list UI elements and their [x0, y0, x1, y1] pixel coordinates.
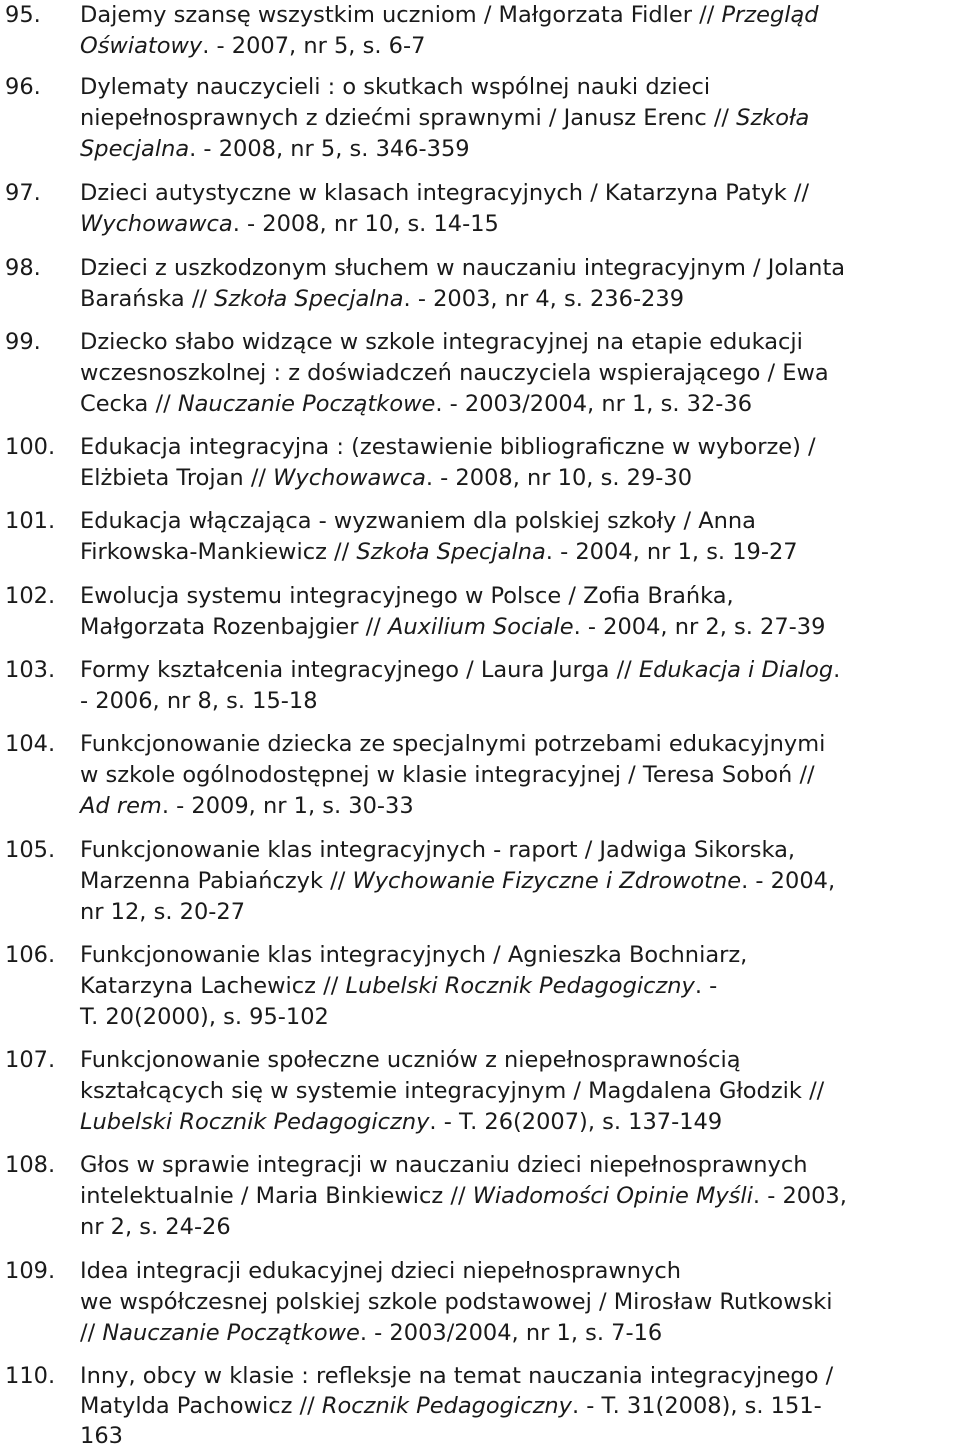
entry-text-run: . - 2008, nr 10, s. 14-15	[232, 211, 499, 237]
entry-text-run: . - 2008, nr 5, s. 346-359	[189, 136, 470, 162]
entry-text-run: nr 2, s. 24-26	[80, 1214, 231, 1240]
entry-line	[80, 1002, 956, 1033]
entry-text-run: Małgorzata Rozenbajgier //	[80, 614, 388, 640]
entry-text-run: Idea integracji edukacyjnej dzieci niepełnosprawnych	[80, 1258, 681, 1284]
entry-text	[80, 506, 956, 568]
entry-line	[80, 209, 956, 240]
entry-number: 97.	[5, 180, 41, 206]
entry-line	[80, 581, 956, 612]
entry-number: 110.	[5, 1363, 56, 1389]
entry-line	[80, 463, 956, 494]
journal-title: Nauczanie Początkowe	[177, 391, 436, 417]
entry-text-run: Marzenna Pabiańczyk //	[80, 868, 353, 894]
entry-number: 103.	[5, 657, 56, 683]
entry-line	[80, 1107, 956, 1138]
entry-text-run: . - 2003, nr 4, s. 236-239	[403, 286, 685, 312]
entry-text-run: Dajemy szansę wszystkim uczniom / Małgorzata Fidler //	[80, 2, 722, 28]
entry-text-run: wczesnoszkolnej : z doświadczeń nauczyciela wspierającego / Ewa	[80, 360, 829, 386]
entry-line	[80, 253, 956, 284]
entry-number: 95.	[5, 2, 41, 28]
journal-title: Wiadomości Opinie Myśli	[472, 1183, 753, 1209]
entry-text-run: Głos w sprawie integracji w nauczaniu dzieci niepełnosprawnych	[80, 1152, 808, 1178]
entry-text-run: . - 2004, nr 1, s. 19-27	[545, 539, 798, 565]
entry-text-run: Dziecko słabo widzące w szkole integracyjnej na etapie edukacji	[80, 329, 803, 355]
entry-text-run: Firkowska-Mankiewicz //	[80, 539, 357, 565]
entry-number: 105.	[5, 837, 56, 863]
entry-line	[80, 686, 956, 717]
entry-text	[80, 1150, 956, 1243]
entry-number: 101.	[5, 508, 56, 534]
entry-text-run: Dzieci z uszkodzonym słuchem w nauczaniu integracyjnym / Jolanta	[80, 255, 846, 281]
entry-text	[80, 729, 956, 822]
entry-text	[80, 327, 956, 420]
journal-title: Wychowawca	[273, 465, 426, 491]
entry-text-run: . - 2003/2004, nr 1, s. 7-16	[359, 1320, 663, 1346]
entry-line	[80, 103, 956, 134]
journal-title: Szkoła Specjalna	[356, 539, 546, 565]
entry-text	[80, 581, 956, 643]
entry-line	[80, 940, 956, 971]
entry-text-run: . - 2009, nr 1, s. 30-33	[161, 793, 414, 819]
entry-number: 106.	[5, 942, 56, 968]
entry-line	[80, 612, 956, 643]
entry-text-run: Dylematy nauczycieli : o skutkach wspólnej nauki dzieci	[80, 74, 711, 100]
entry-line	[80, 358, 956, 389]
entry-line	[80, 284, 956, 315]
entry-line	[80, 1256, 956, 1287]
journal-title: Wychowanie Fizyczne i Zdrowotne	[352, 868, 742, 894]
entry-line	[80, 760, 956, 791]
journal-title: Nauczanie Początkowe	[102, 1320, 360, 1346]
entry-text	[80, 1361, 956, 1451]
journal-title: Specjalna	[80, 136, 190, 162]
entry-text	[80, 940, 956, 1033]
entry-text-run: Funkcjonowanie klas integracyjnych / Agnieszka Bochniarz,	[80, 942, 748, 968]
entry-text-run: - 2006, nr 8, s. 15-18	[80, 688, 318, 714]
entry-line	[80, 1212, 956, 1243]
entry-line	[80, 655, 956, 686]
journal-title: Lubelski Rocznik Pedagogiczny	[80, 1109, 430, 1135]
entry-text-run: Elżbieta Trojan //	[80, 465, 274, 491]
entry-text-run: . - 2004,	[741, 868, 836, 894]
entry-text-run: Funkcjonowanie społeczne uczniów z niepełnosprawnością	[80, 1047, 741, 1073]
entry-text-run: 163	[80, 1423, 123, 1449]
entry-line	[80, 389, 956, 420]
entry-number: 108.	[5, 1152, 56, 1178]
journal-title: Lubelski Rocznik Pedagogiczny	[345, 973, 695, 999]
entry-line	[80, 1076, 956, 1107]
entry-line	[80, 729, 956, 760]
entry-text-run: Katarzyna Lachewicz //	[80, 973, 346, 999]
entry-text-run: Funkcjonowanie klas integracyjnych - raport / Jadwiga Sikorska,	[80, 837, 796, 863]
entry-text-run: . - 2008, nr 10, s. 29-30	[425, 465, 693, 491]
entry-line	[80, 327, 956, 358]
entry-text-run: Inny, obcy w klasie : refleksje na temat nauczania integracyjnego /	[80, 1363, 834, 1389]
entry-line	[80, 0, 956, 31]
entry-number: 98.	[5, 255, 41, 281]
entry-text-run: . - T. 31(2008), s. 151-	[571, 1393, 822, 1419]
entry-text-run: Cecka //	[80, 391, 178, 417]
entry-text-run: . - 2003,	[752, 1183, 847, 1209]
journal-title: Wychowawca	[80, 211, 233, 237]
entry-line	[80, 1150, 956, 1181]
entry-text-run: Ewolucja systemu integracyjnego w Polsce / Zofia Brańka,	[80, 583, 734, 609]
journal-title: Edukacja i Dialog	[638, 657, 834, 683]
entry-text-run: Formy kształcenia integracyjnego / Laura Jurga //	[80, 657, 639, 683]
entry-number: 107.	[5, 1047, 56, 1073]
entry-line	[80, 432, 956, 463]
entry-line	[80, 791, 956, 822]
entry-text	[80, 178, 956, 240]
entry-text-run: . -	[694, 973, 718, 999]
entry-text-run: . - 2004, nr 2, s. 27-39	[573, 614, 826, 640]
entry-text	[80, 0, 956, 62]
journal-title: Ad rem	[80, 793, 162, 819]
entry-line	[80, 1045, 956, 1076]
entry-text-run: kształcących się w systemie integracyjnym / Magdalena Głodzik //	[80, 1078, 825, 1104]
entry-text	[80, 655, 956, 717]
entry-text-run: .	[833, 657, 841, 683]
journal-title: Szkoła	[736, 105, 810, 131]
entry-text	[80, 72, 956, 165]
entry-line	[80, 178, 956, 209]
entry-line	[80, 1287, 956, 1318]
entry-line	[80, 1391, 956, 1421]
entry-number: 102.	[5, 583, 56, 609]
entry-line	[80, 1318, 956, 1349]
entry-line	[80, 1181, 956, 1212]
entry-text-run: Funkcjonowanie dziecka ze specjalnymi potrzebami edukacyjnymi	[80, 731, 826, 757]
entry-line	[80, 835, 956, 866]
entry-line	[80, 897, 956, 928]
entry-text	[80, 1045, 956, 1138]
entry-line	[80, 72, 956, 103]
entry-text-run: Barańska //	[80, 286, 215, 312]
entry-line	[80, 31, 956, 62]
entry-text-run: w szkole ogólnodostępnej w klasie integracyjnej / Teresa Soboń //	[80, 762, 815, 788]
entry-number: 99.	[5, 329, 41, 355]
entry-text-run: . - T. 26(2007), s. 137-149	[429, 1109, 723, 1135]
entry-text-run: niepełnosprawnych z dziećmi sprawnymi / Janusz Erenc //	[80, 105, 737, 131]
entry-text-run: //	[80, 1320, 103, 1346]
entry-line	[80, 537, 956, 568]
entry-text-run: T. 20(2000), s. 95-102	[80, 1004, 329, 1030]
entry-text-run: Edukacja włączająca - wyzwaniem dla polskiej szkoły / Anna	[80, 508, 756, 534]
entry-text-run: intelektualnie / Maria Binkiewicz //	[80, 1183, 473, 1209]
entry-text	[80, 253, 956, 315]
entry-text-run: Edukacja integracyjna : (zestawienie bibliograficzne w wyborze) /	[80, 434, 816, 460]
entry-text-run: Matylda Pachowicz //	[80, 1393, 322, 1419]
entry-line	[80, 134, 956, 165]
entry-number: 109.	[5, 1258, 56, 1284]
entry-line	[80, 506, 956, 537]
entry-line	[80, 1361, 956, 1391]
entry-text	[80, 432, 956, 494]
entry-text-run: . - 2007, nr 5, s. 6-7	[202, 33, 426, 59]
entry-text-run: Dzieci autystyczne w klasach integracyjnych / Katarzyna Patyk //	[80, 180, 810, 206]
entry-number: 96.	[5, 74, 41, 100]
entry-line	[80, 1421, 956, 1451]
entry-text-run: . - 2003/2004, nr 1, s. 32-36	[435, 391, 753, 417]
entry-text	[80, 835, 956, 928]
journal-title: Szkoła Specjalna	[214, 286, 404, 312]
entry-text-run: nr 12, s. 20-27	[80, 899, 246, 925]
journal-title: Oświatowy	[80, 33, 203, 59]
entry-text-run: we współczesnej polskiej szkole podstawowej / Mirosław Rutkowski	[80, 1289, 833, 1315]
journal-title: Rocznik Pedagogiczny	[321, 1393, 572, 1419]
entry-text	[80, 1256, 956, 1349]
journal-title: Przegląd	[721, 2, 819, 28]
entry-line	[80, 866, 956, 897]
entry-line	[80, 971, 956, 1002]
entry-number: 104.	[5, 731, 56, 757]
entry-number: 100.	[5, 434, 56, 460]
journal-title: Auxilium Sociale	[387, 614, 574, 640]
